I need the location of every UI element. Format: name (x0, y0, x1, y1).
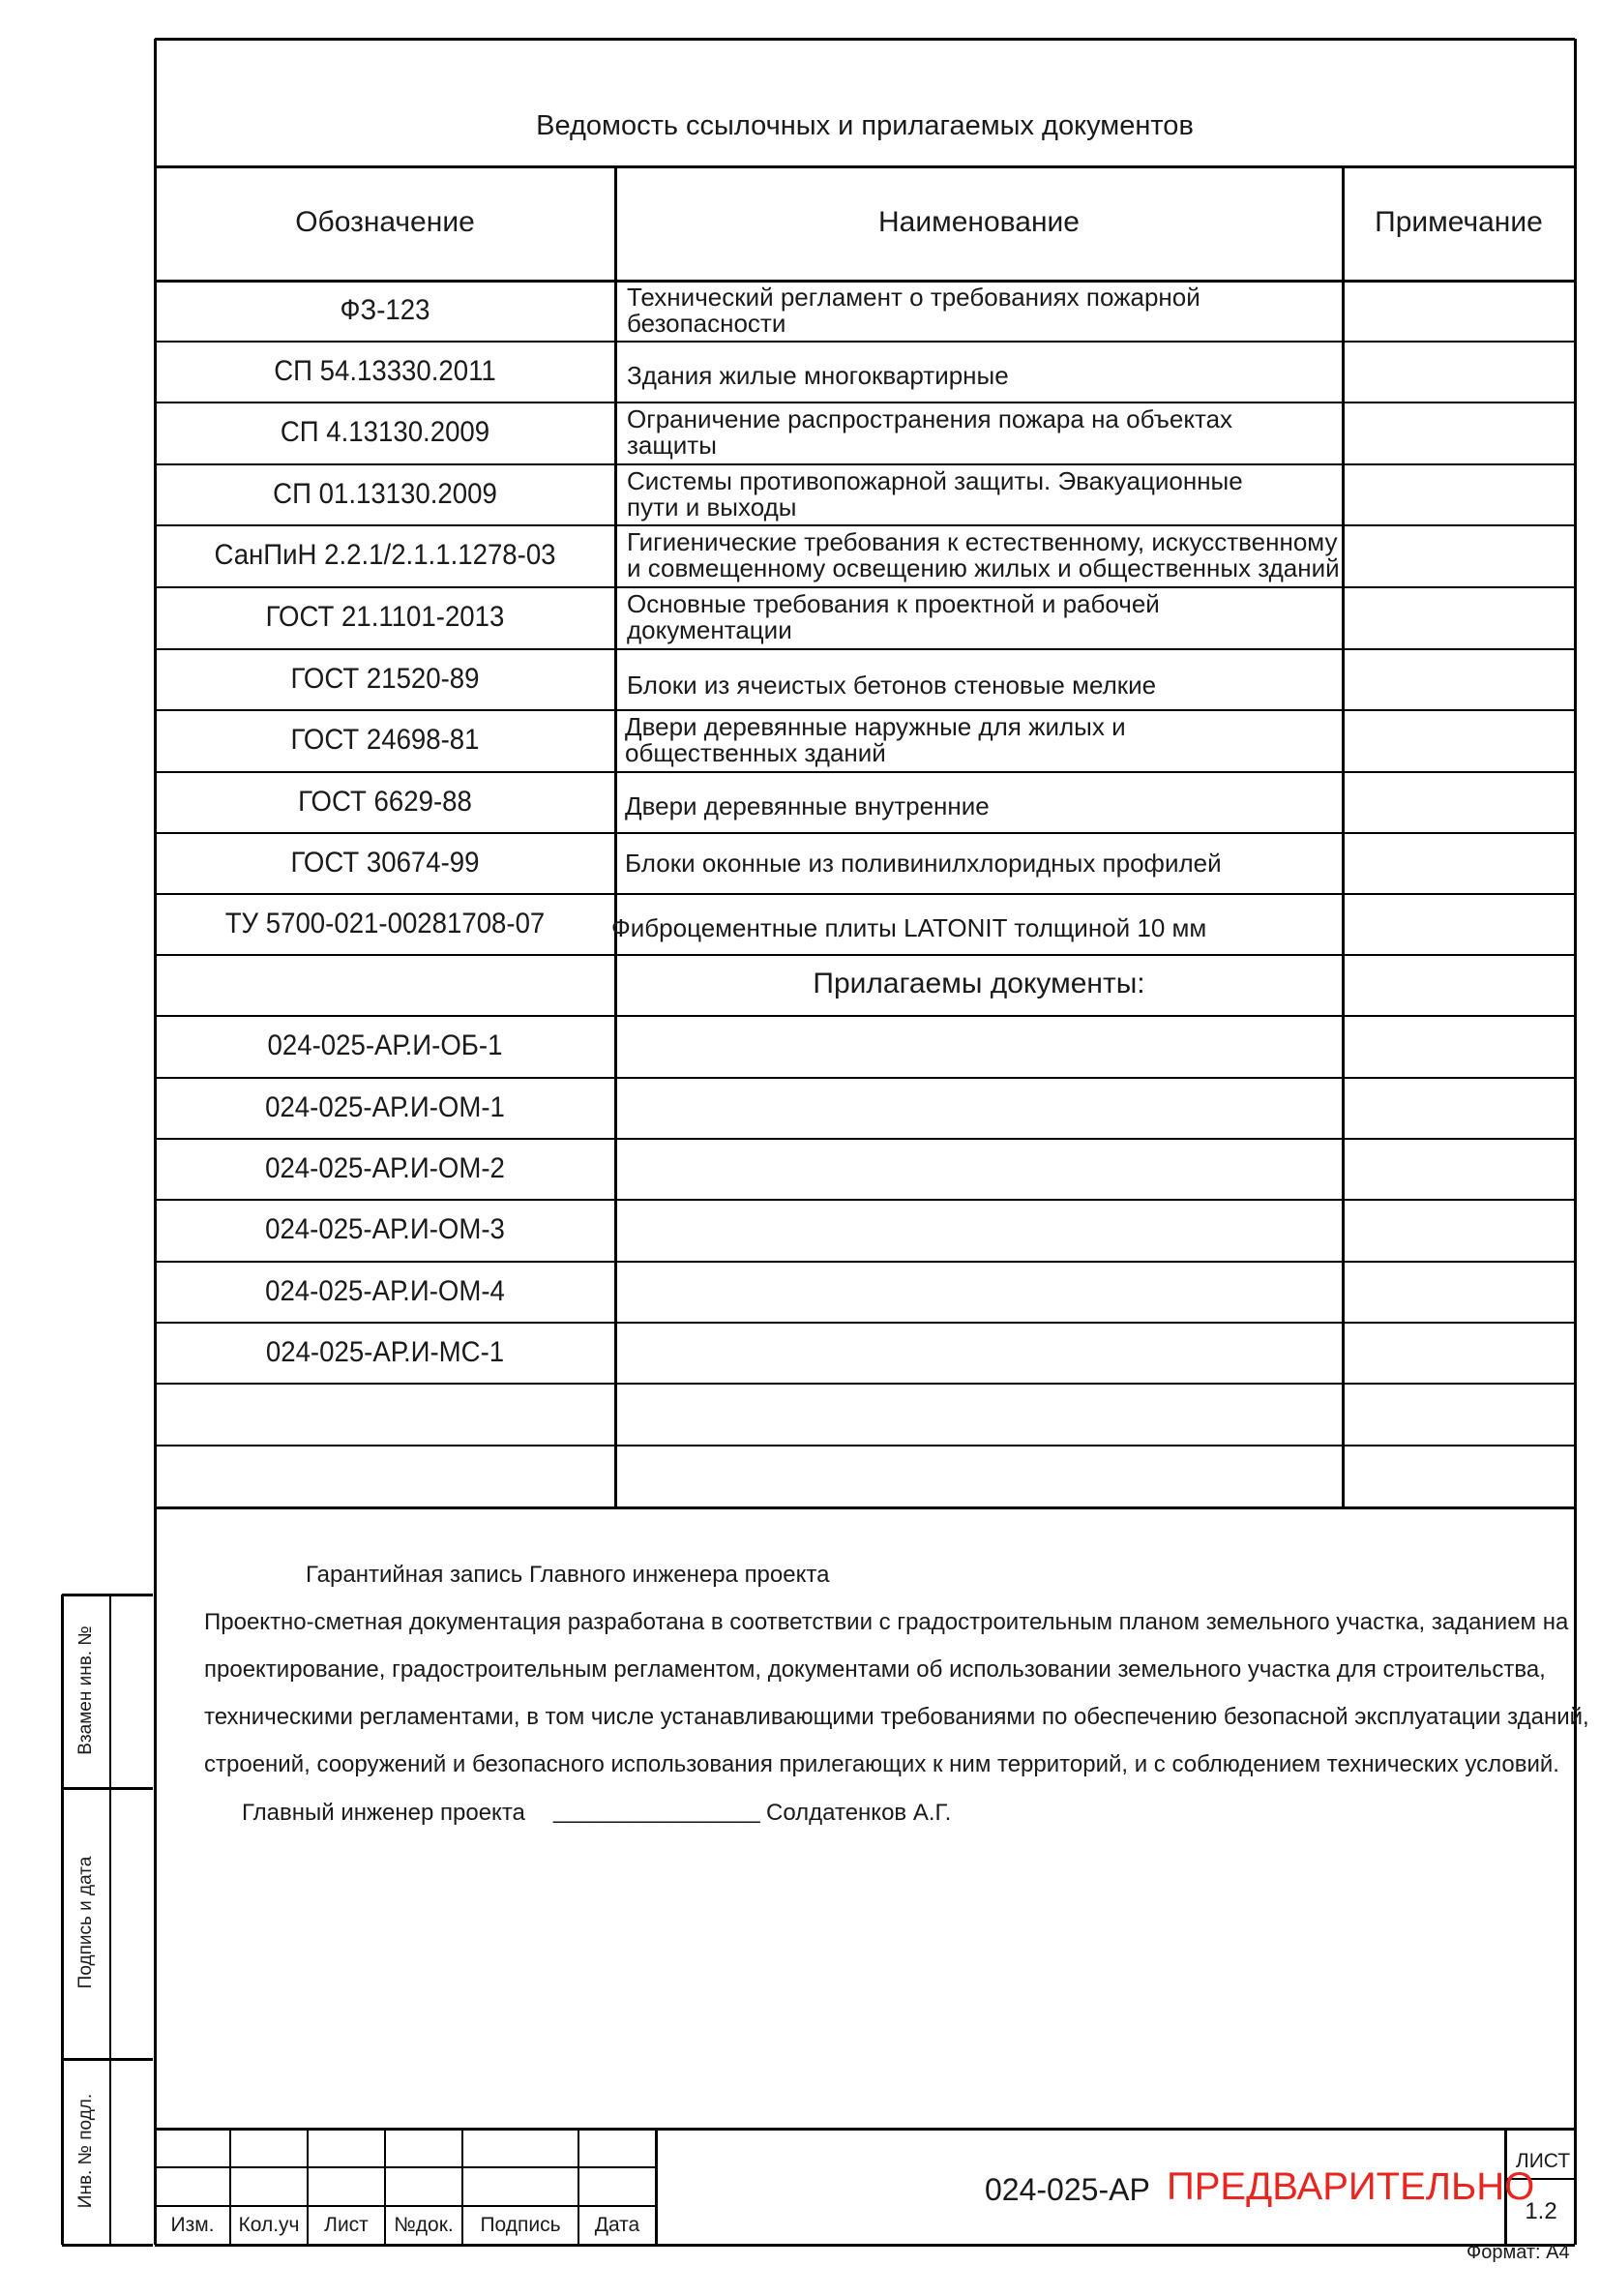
table-row-line (155, 341, 1575, 343)
attached-documents-header: Прилагаемы документы: (813, 968, 1145, 999)
column-header: Примечание (1375, 206, 1543, 238)
sheet-label: ЛИСТ (1515, 2150, 1571, 2172)
stamp-label: Лист (324, 2214, 369, 2236)
side-strip-label: Подпись и дата (75, 1856, 96, 1989)
reference-name-line: общественных зданий (625, 738, 886, 767)
reference-name-line: защиты (627, 431, 717, 460)
reference-code: ГОСТ 21520-89 (290, 662, 480, 695)
reference-code: СанПиН 2.2.1/2.1.1.1278-03 (214, 539, 556, 571)
side-strip-outer (61, 1595, 64, 2245)
table-row-line (155, 1322, 1575, 1324)
column-divider-1 (614, 166, 617, 1507)
reference-code: ФЗ-123 (340, 293, 430, 326)
warranty-text-line: проектирование, градостроительным регламентом, документами об использовании земельного участка для строительства, (204, 1656, 1546, 1683)
table-row-line (155, 771, 1575, 773)
frame-left (154, 39, 157, 2245)
reference-name-line: пути и выходы (627, 492, 797, 522)
column-header: Обозначение (295, 206, 475, 238)
warranty-text-line: техническими регламентами, в том числе устанавливающими требованиями по обеспечению безопасной эксплуатации зданий, (204, 1704, 1589, 1730)
warranty-heading: Гарантийная запись Главного инженера проекта (306, 1562, 830, 1588)
table-row-line (155, 586, 1575, 588)
frame-top (155, 38, 1575, 41)
reference-code: ТУ 5700-021-00281708-07 (224, 907, 546, 939)
reference-name-line: Системы противопожарной защиты. Эвакуационные (627, 466, 1243, 495)
table-row-line (155, 648, 1575, 650)
reference-name-line: Основные требования к проектной и рабочей (627, 589, 1160, 618)
stamp-label: Кол.уч (238, 2214, 300, 2236)
frame-bottom (155, 2244, 1575, 2247)
reference-name-line: Ограничение распространения пожара на объектах (627, 404, 1233, 433)
stamp-top (155, 2128, 1575, 2131)
table-row-line (155, 463, 1575, 465)
reference-code: СП 54.13330.2011 (274, 354, 496, 387)
table-row-line (155, 1506, 1575, 1509)
table-title: Ведомость ссылочных и прилагаемых документов (536, 110, 1194, 141)
attached-document-code: 024-025-АР.И-ОМ-1 (265, 1090, 505, 1123)
stamp-label: №док. (394, 2214, 454, 2236)
reference-name-line: Здания жилые многоквартирные (627, 360, 1009, 390)
reference-name-line: Блоки оконные из поливинилхлоридных профилей (625, 848, 1222, 878)
attached-document-code: 024-025-АР.И-ОБ-1 (267, 1029, 503, 1061)
preliminary-watermark: ПРЕДВАРИТЕЛЬНО (1167, 2165, 1535, 2208)
attached-document-code: 024-025-АР.И-МС-1 (265, 1335, 505, 1368)
table-row-line (155, 1383, 1575, 1385)
table-row-line (155, 709, 1575, 711)
warranty-text-line: строений, сооружений и безопасного использования прилегающих к ним территорий, и с соблюдением технических условий. (204, 1751, 1559, 1777)
table-row-line (155, 1015, 1575, 1017)
frame-right (1574, 39, 1577, 2245)
table-row-line (155, 1138, 1575, 1140)
reference-name-line: Технический регламент о требованиях пожарной (627, 283, 1200, 312)
reference-name-line: Двери деревянные наружные для жилых и (625, 712, 1126, 741)
reference-code: ГОСТ 24698-81 (290, 724, 480, 756)
page-format: Формат: А4 (1467, 2242, 1570, 2263)
side-strip-inner (109, 1595, 111, 2245)
table-row-line (155, 524, 1575, 526)
reference-name-line: Гигиенические требования к естественному, искусственному (627, 527, 1338, 556)
table-row-line (155, 1077, 1575, 1079)
signature-line: ________________ (553, 1798, 760, 1824)
reference-name-line: Двери деревянные внутренние (625, 790, 990, 820)
table-row-line (155, 1199, 1575, 1201)
document-code: 024-025-АР (985, 2172, 1150, 2207)
reference-code: СП 01.13130.2009 (273, 477, 497, 510)
attached-document-code: 024-025-АР.И-ОМ-3 (265, 1213, 505, 1245)
reference-name-line: документации (627, 615, 792, 644)
reference-name-line: Блоки из ячеистых бетонов стеновые мелкие (627, 670, 1157, 700)
reference-code: ГОСТ 21.1101-2013 (265, 601, 505, 633)
attached-document-code: 024-025-АР.И-ОМ-2 (265, 1151, 505, 1184)
column-divider-2 (1342, 166, 1345, 1507)
side-strip-label: Взамен инв. № (75, 1625, 96, 1755)
stamp-label: Подпись (480, 2214, 561, 2236)
signer-label: Главный инженер проекта (242, 1800, 525, 1826)
side-strip-label: Инв. № подл. (75, 2093, 96, 2209)
table-row-line (155, 832, 1575, 834)
table-row-line (155, 893, 1575, 895)
sheet-number: 1.2 (1525, 2198, 1557, 2224)
table-row-line (155, 402, 1575, 403)
reference-code: СП 4.13130.2009 (280, 416, 490, 448)
column-header: Наименование (878, 206, 1080, 238)
title-divider (155, 165, 1575, 168)
warranty-text-line: Проектно-сметная документация разработана в соответствии с градостроительным планом земельного участка, заданием на (204, 1609, 1569, 1635)
reference-code: ГОСТ 6629-88 (298, 785, 472, 818)
table-row-line (155, 1261, 1575, 1263)
reference-name-line: Фиброцементные плиты LATONIT толщиной 10 мм (611, 912, 1207, 942)
signer-name: Солдатенков А.Г. (766, 1800, 952, 1826)
reference-code: ГОСТ 30674-99 (290, 846, 480, 879)
reference-name-line: безопасности (627, 309, 786, 338)
table-row-line (155, 954, 1575, 956)
stamp-label: Изм. (170, 2214, 215, 2236)
attached-document-code: 024-025-АР.И-ОМ-4 (265, 1274, 505, 1307)
table-row-line (155, 1445, 1575, 1446)
stamp-label: Дата (594, 2214, 640, 2236)
reference-name-line: и совмещенному освещению жилых и общественных зданий (627, 553, 1340, 582)
